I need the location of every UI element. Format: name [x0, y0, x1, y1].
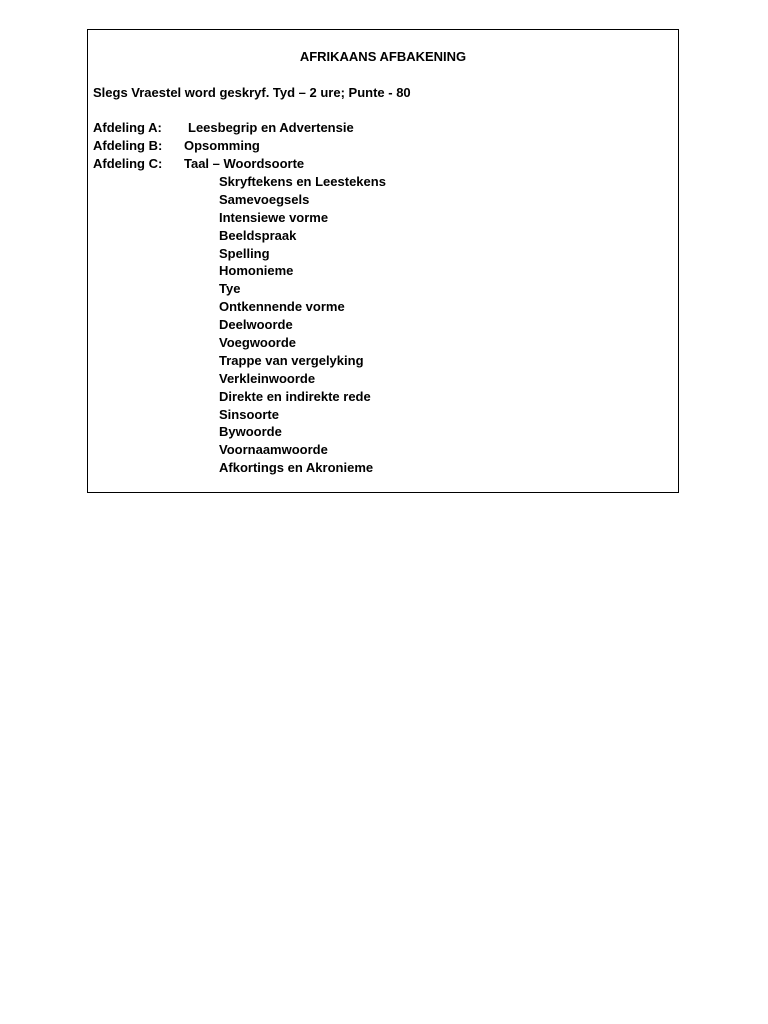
section-b-label: Afdeling B:	[93, 138, 163, 153]
topic-item: Sinsoorte	[219, 406, 279, 422]
section-a-label: Afdeling A:	[93, 120, 162, 135]
scope-document-box	[87, 29, 679, 493]
topic-item: Spelling	[219, 245, 270, 261]
topic-item: Deelwoorde	[219, 317, 293, 333]
topic-item: Samevoegsels	[219, 191, 310, 207]
topic-item: Direkte en indirekte rede	[219, 388, 371, 404]
topic-item: Verkleinwoorde	[219, 370, 316, 386]
topic-item: Trappe van vergelyking	[219, 352, 364, 368]
language-topic-list	[219, 173, 386, 477]
topic-item: Homonieme	[219, 263, 294, 279]
exam-details: Slegs Vraestel word geskryf. Tyd – 2 ure; Punte - 80	[93, 85, 411, 100]
topic-item: Skryftekens en Leestekens	[219, 174, 386, 189]
topic-item: Ontkennende vorme	[219, 299, 345, 315]
topic-item: Voegwoorde	[219, 335, 297, 351]
section-c-value: Taal – Woordsoorte	[184, 156, 305, 171]
topic-item: Bywoorde	[219, 424, 282, 440]
topic-item: Voornaamwoorde	[219, 442, 328, 458]
topic-item: Intensiewe vorme	[219, 209, 329, 225]
topic-item: Tye	[219, 281, 241, 297]
page-title: AFRIKAANS AFBAKENING	[299, 49, 467, 64]
section-b-value: Opsomming	[184, 138, 260, 153]
topic-item: Beeldspraak	[219, 227, 297, 243]
topic-item: Afkortings en Akronieme	[219, 460, 374, 476]
section-a-value: Leesbegrip en Advertensie	[188, 120, 354, 135]
section-c-label: Afdeling C:	[93, 156, 163, 171]
